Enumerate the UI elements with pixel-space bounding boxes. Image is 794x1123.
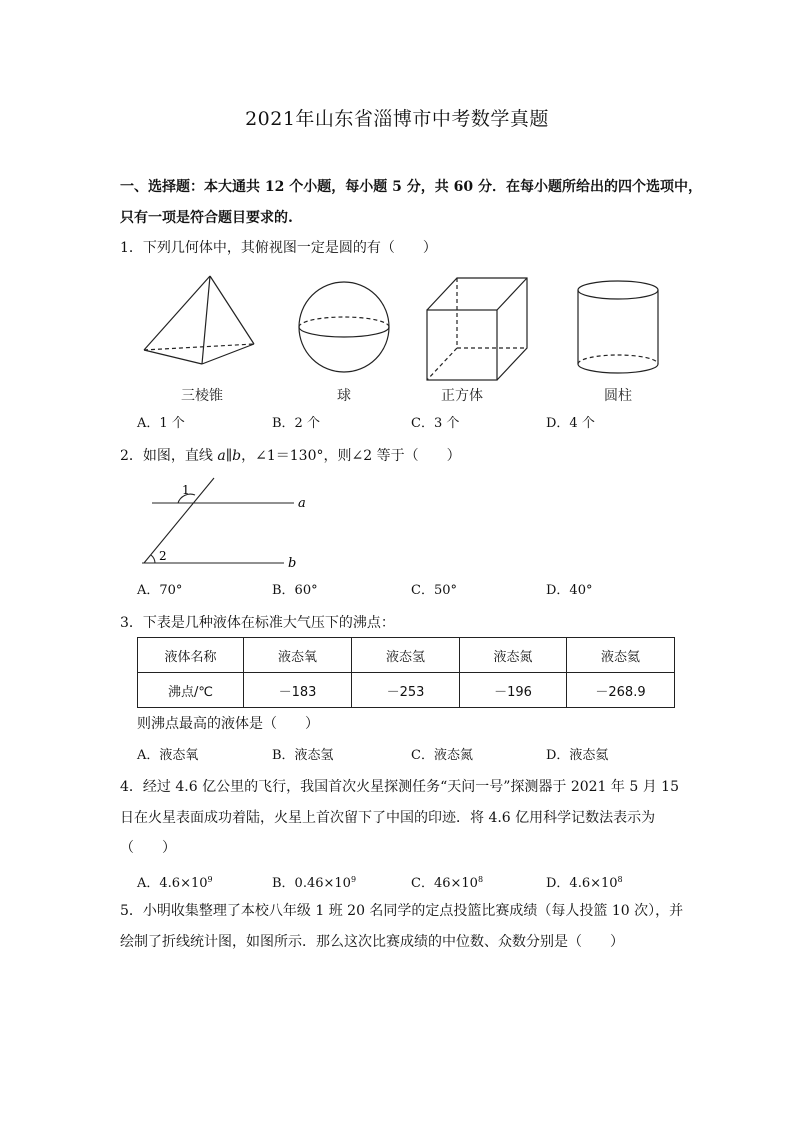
q2-option-b: B．60°	[272, 583, 318, 598]
boiling-point-table	[137, 637, 675, 708]
q1-figure	[130, 272, 690, 412]
table-cell: 液态氮	[460, 638, 567, 673]
q2-stem-pre: 2．如图，直线	[120, 448, 218, 464]
q4-option-a-exp: 9	[207, 875, 213, 884]
q5-line2: 绘制了折线统计图，如图所示．那么这次比赛成绩的中位数、众数分别是（ ）	[120, 934, 624, 950]
pyramid-shape	[144, 276, 254, 364]
q4-option-a-base: A．4.6×10	[137, 876, 208, 891]
q1-stem: 1．下列几何体中，其俯视图一定是圆的有（ ）	[120, 240, 437, 256]
table-cell: －196	[460, 673, 567, 708]
table-cell: 液态氢	[352, 638, 460, 673]
table-cell: 液态氦	[567, 638, 675, 673]
q4-option-b-exp: 9	[350, 875, 357, 884]
table-cell: －183	[244, 673, 352, 708]
shape-label-cylinder: 圆柱	[604, 388, 632, 404]
q2-stem-var: a∥b	[217, 448, 242, 464]
q4-option-c	[411, 871, 483, 893]
q2-figure	[138, 474, 308, 574]
q3-option-a: A．液态氧	[137, 748, 199, 763]
table-cell: 液态氧	[244, 638, 352, 673]
line-a-label: a	[298, 496, 306, 511]
table-cell: －268.9	[567, 673, 675, 708]
transversal-line	[144, 478, 214, 563]
q3-stem: 3．下表是几种液体在标准大气压下的沸点：	[120, 615, 395, 631]
table-row	[138, 673, 675, 708]
q4-option-b	[272, 871, 356, 893]
q4-line2: 日在火星表面成功着陆，火星上首次留下了中国的印迹．将 4.6 亿用科学记数法表示为	[120, 810, 656, 826]
q3-option-b: B．液态氢	[272, 748, 334, 763]
q5-line1: 5．小明收集整理了本校八年级 1 班 20 名同学的定点投篮比赛成绩（每人投篮 10 次），并	[120, 903, 684, 919]
q2-option-d: D．40°	[546, 583, 593, 598]
angle-2-arc	[151, 555, 155, 563]
q4-option-b-base: B．0.46×10	[272, 876, 351, 891]
q3-follow: 则沸点最高的液体是（ ）	[137, 716, 319, 732]
q1-option-a: A．1 个	[137, 416, 185, 431]
shape-label-cube: 正方体	[441, 388, 483, 404]
cube-shape	[427, 278, 527, 380]
table-cell: －253	[352, 673, 460, 708]
cylinder-shape	[578, 281, 658, 373]
angle-1-label: 1	[182, 483, 190, 497]
shape-label-pyramid: 三棱锥	[181, 388, 223, 404]
page-title: 2021年山东省淄博市中考数学真题	[245, 108, 549, 130]
q1-option-d: D．4 个	[546, 416, 595, 431]
q1-option-b: B．2 个	[272, 416, 320, 431]
q4-option-c-exp: 8	[477, 875, 484, 884]
q2-option-a: A．70°	[137, 583, 183, 598]
table-row	[138, 638, 675, 673]
q1-option-c: C．3 个	[411, 416, 460, 431]
line-b-label: b	[288, 556, 297, 571]
q4-option-d	[546, 871, 623, 893]
q3-option-c: C．液态氮	[411, 748, 473, 763]
q2-stem	[120, 446, 461, 466]
section-heading-line2: 只有一项是符合题目要求的.	[120, 210, 293, 226]
table-cell: 沸点/℃	[138, 673, 244, 708]
q4-option-d-exp: 8	[617, 875, 623, 884]
q2-stem-post: ，∠1＝130°，则∠2 等于（ ）	[241, 448, 461, 464]
shape-label-sphere: 球	[337, 388, 351, 404]
sphere-shape	[299, 282, 389, 372]
q4-option-c-base: C．46×10	[411, 876, 478, 891]
q4-line3: （ ）	[120, 840, 176, 856]
angle-2-label: 2	[159, 549, 167, 563]
q4-option-d-base: D．4.6×10	[546, 876, 618, 891]
q3-option-d: D．液态氦	[546, 748, 609, 763]
table-cell: 液体名称	[138, 638, 244, 673]
q2-option-c: C．50°	[411, 583, 457, 598]
q4-line1: 4．经过 4.6 亿公里的飞行，我国首次火星探测任务“天问一号”探测器于 2021 年 5 月 15	[120, 779, 679, 795]
section-heading-line1: 一、选择题：本大通共 12 个小题，每小题 5 分，共 60 分．在每小题所给出的四个选项中，	[120, 179, 702, 195]
q4-option-a	[137, 871, 213, 893]
